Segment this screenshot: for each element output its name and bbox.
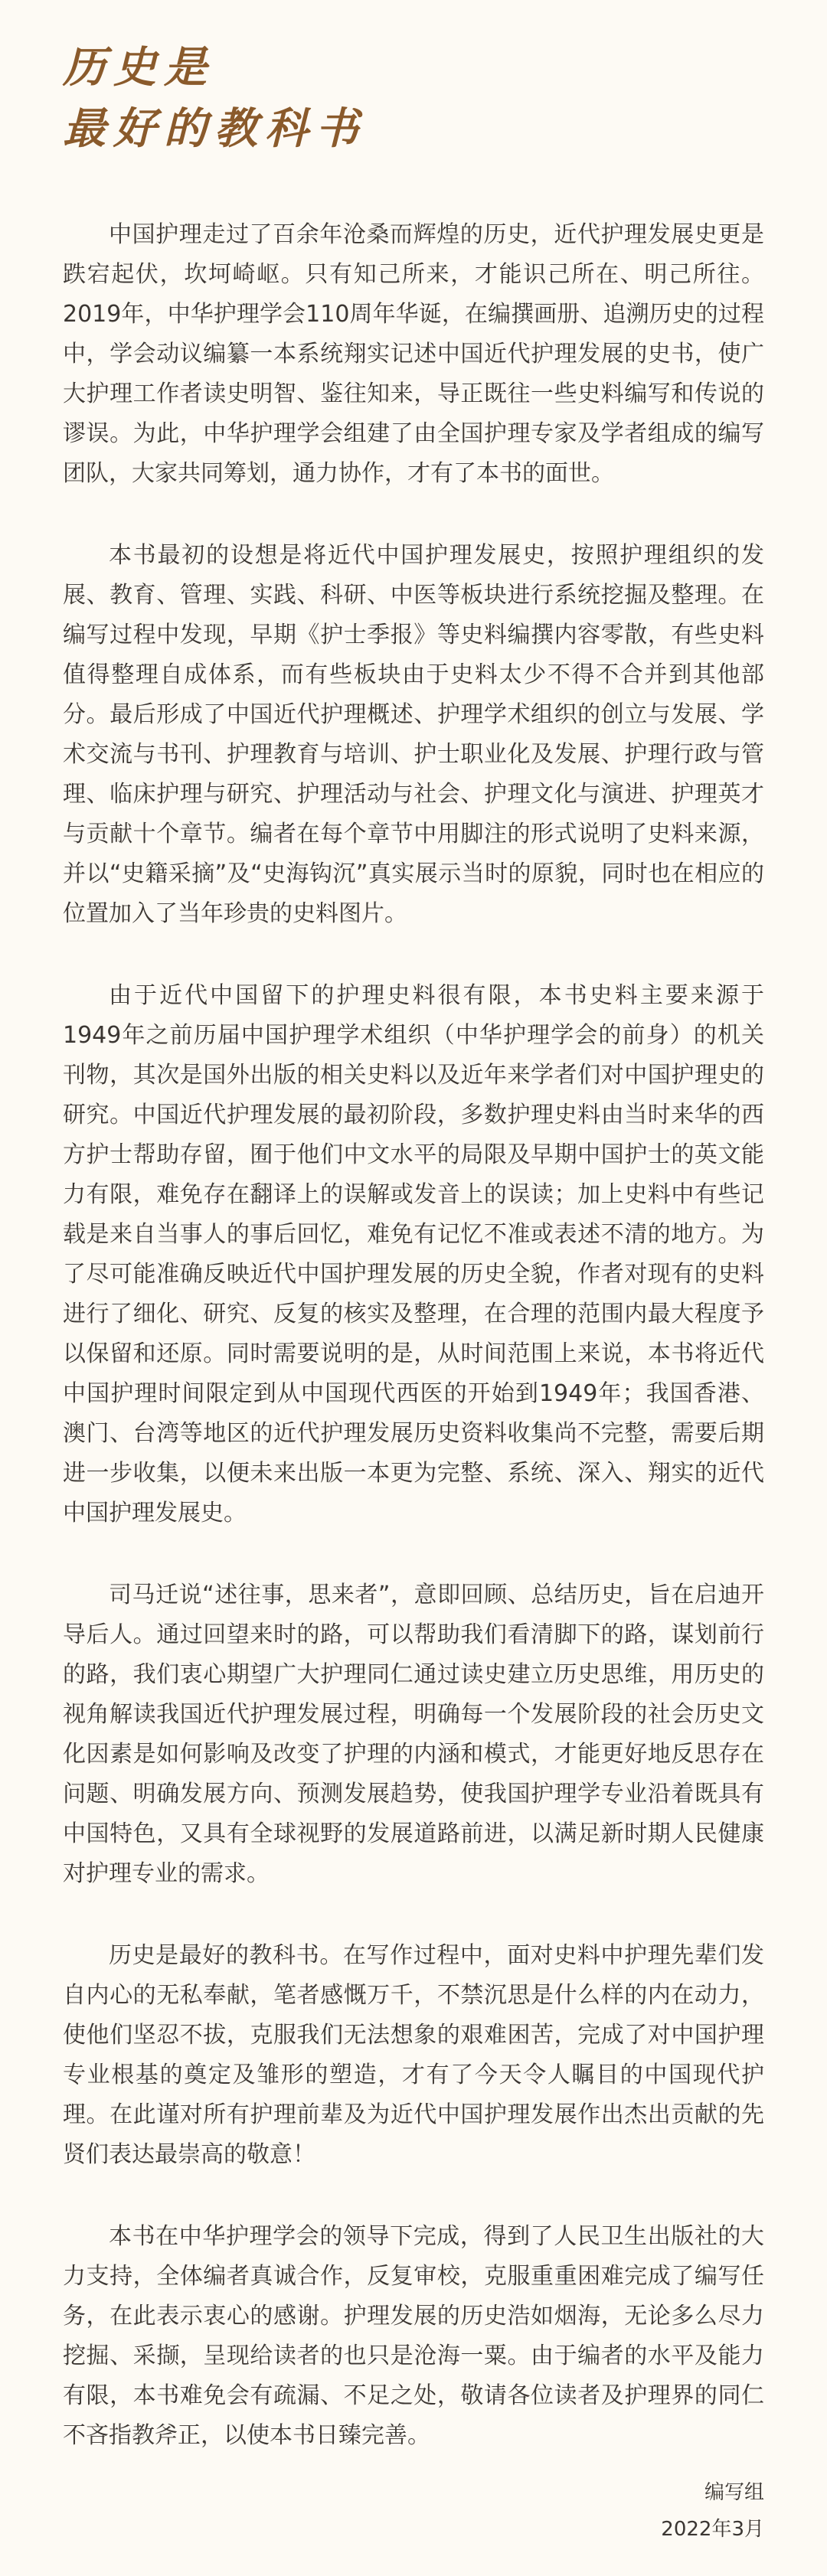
title-line-2: 最好的教科书 [63, 103, 366, 154]
paragraph-2: 本书最初的设想是将近代中国护理发展史，按照护理组织的发展、教育、管理、实践、科研、中医等板块进行系统挖掘及整理。在编写过程中发现，早期《护士季报》等史料编撰内容零散，有些史料值得整理自成体系，而有些板块由于史料太少不得不合并到其他部分。最后形成了中国近代护理概述、护理学术组织的创立与发展、学术交流与书刊、护理教育与培训、护士职业化及发展、护理行政与管理、临床护理与研究、护理活动与社会、护理文化与演进、护理英才与贡献十个章节。编者在每个章节中用脚注的形式说明了史料来源，并以“史籍采摘”及“史海钩沉”真实展示当时的原貌，同时也在相应的位置加入了当年珍贵的史料图片。 [63, 542, 764, 927]
signature-date: 2022年3月 [661, 2518, 764, 2541]
signature-block [661, 2474, 764, 2548]
title-line-1: 历史是 [63, 42, 214, 93]
paragraph-5: 历史是最好的教科书。在写作过程中，面对史料中护理先辈们发自内心的无私奉献，笔者感慨万千，不禁沉思是什么样的内在动力，使他们坚忍不拔，克服我们无法想象的艰难困苦，完成了对中国护理专业根基的奠定及雏形的塑造，才有了今天令人瞩目的中国现代护理。在此谨对所有护理前辈及为近代中国护理发展作出杰出贡献的先贤们表达最崇高的敬意！ [63, 1942, 764, 2168]
paragraph-4: 司马迁说“述往事，思来者”，意即回顾、总结历史，旨在启迪开导后人。通过回望来时的路，可以帮助我们看清脚下的路，谋划前行的路，我们衷心期望广大护理同仁通过读史建立历史思维，用历史的视角解读我国近代护理发展过程，明确每一个发展阶段的社会历史文化因素是如何影响及改变了护理的内涵和模式，才能更好地反思存在问题、明确发展方向、预测发展趋势，使我国护理学专业沿着既具有中国特色，又具有全球视野的发展道路前进，以满足新时期人民健康对护理专业的需求。 [63, 1582, 764, 1887]
paragraph-6: 本书在中华护理学会的领导下完成，得到了人民卫生出版社的大力支持，全体编者真诚合作，反复审校，克服重重困难完成了编写任务，在此表示衷心的感谢。护理发展的历史浩如烟海，无论多么尽力挖掘、采撷，呈现给读者的也只是沧海一粟。由于编者的水平及能力有限，本书难免会有疏漏、不足之处，敬请各位读者及护理界的同仁不吝指教斧正，以使本书日臻完善。 [63, 2223, 764, 2449]
preface-body [63, 215, 764, 2498]
paragraph-1: 中国护理走过了百余年沧桑而辉煌的历史，近代护理发展史更是跌宕起伏，坎坷崎岖。只有知己所来，才能识己所在、明己所往。2019年，中华护理学会110周年华诞，在编撰画册、追溯历史的过程中，学会动议编纂一本系统翔实记述中国近代护理发展的史书，使广大护理工作者读史明智、鉴往知来，导正既往一些史料编写和传说的谬误。为此，中华护理学会组建了由全国护理专家及学者组成的编写团队，大家共同筹划，通力协作，才有了本书的面世。 [63, 221, 764, 487]
paragraph-3: 由于近代中国留下的护理史料很有限，本书史料主要来源于1949年之前历届中国护理学术组织（中华护理学会的前身）的机关刊物，其次是国外出版的相关史料以及近年来学者们对中国护理史的研究。中国近代护理发展的最初阶段，多数护理史料由当时来华的西方护士帮助存留，囿于他们中文水平的局限及早期中国护士的英文能力有限，难免存在翻译上的误解或发音上的误读；加上史料中有些记载是来自当事人的事后回忆，难免有记忆不准或表述不清的地方。为了尽可能准确反映近代中国护理发展的历史全貌，作者对现有的史料进行了细化、研究、反复的核实及整理，在合理的范围内最大程度予以保留和还原。同时需要说明的是，从时间范围上来说，本书将近代中国护理时间限定到从中国现代西医的开始到1949年；我国香港、澳门、台湾等地区的近代护理发展历史资料收集尚不完整，需要后期进一步收集，以便未来出版一本更为完整、系统、深入、翔实的近代中国护理发展史。 [63, 982, 764, 1526]
page-title [63, 37, 366, 159]
signature-author: 编写组 [704, 2481, 764, 2504]
